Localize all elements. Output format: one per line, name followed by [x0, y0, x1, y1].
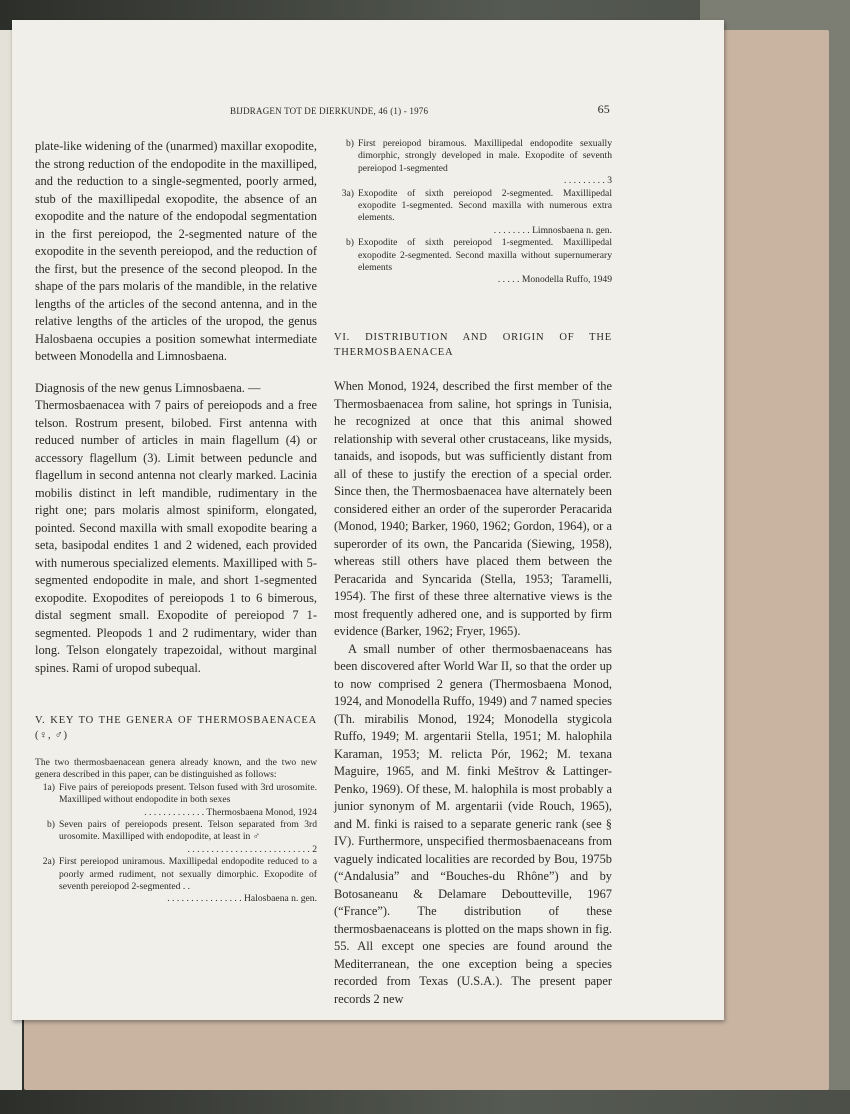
page-number: 65 [597, 102, 610, 116]
key-list [35, 782, 317, 906]
key-item-text: Exopodite of sixth pereiopod 1-segmented. Maxillipedal exopodite 2-segmented. Second maxilla without supernumerary elements [358, 237, 612, 274]
body-paragraph: A small number of other thermosbaenaceans has been discovered after World War II, so that the order up to now comprised 2 genera (Thermosbaena Monod, 1924, and Monodella Ruffo, 1949) and 7 named species (Th. mirabilis Monod, 1924; Monodella stygicola Ruffo, 1949; M. argentarii Stella, 1951; M. halophila Karaman, 1953; M. relicta Pór, 1962; M. texana Maguire, 1965, and M. finki Meštrov & Lattinger-Penko, 1969). Of these, M. halophila is most probably a junior synonym of M. argentarii (vide Rouch, 1965), and M. finki is raised to a separate generic rank (see § IV). Furthermore, unspecified thermosbaenaceans from vaguely indicated localities are recorded by Bou, 1975b (“Andalusia” and “Bouches-du Rhône”) and by Botosaneanu & Delamare Deboutteville, 1967 (“France”). The distribution of these thermosbaenaceans is plotted on the maps shown in fig. 55. All except one species are found around the Mediterranean, the one exception being a species recorded from Texas (U.S.A.). The present paper records 2 new [334, 641, 612, 1006]
key-item-result: . . . . . . . . . 3 [564, 175, 612, 187]
key-heading: V. KEY TO THE GENERA OF THERMOSBAENACEA (♀, ♂) [35, 715, 317, 741]
key-item-text: First pereiopod biramous. Maxillipedal endopodite sexually dimorphic, strongly developed in male. Exopodite of seventh pereiopod 1-segmented [358, 138, 612, 174]
key-item-result: . . . . . . . . . . . . . . . . Halosbaena n. gen. [167, 893, 317, 905]
key-item-label: 3a) [341, 187, 354, 199]
key-item [334, 237, 612, 287]
key-item-label: 1a) [42, 781, 55, 793]
key-item-label: 2a) [42, 856, 55, 868]
key-item-result: . . . . . . . . . . . . . Thermosbaena Monod, 1924 [144, 806, 317, 818]
left-column [35, 138, 317, 906]
key-intro: The two thermosbaenacean genera already known, and the two new genera described in this paper, can be distinguished as follows: [35, 757, 317, 781]
key-item-label: b) [346, 237, 354, 249]
intro-paragraph: plate-like widening of the (unarmed) maxillar exopodite, the strong reduction of the endopodite in the maxilliped, and the reduction to a single-segmented, poorly armed, stub of the maxillipedal exopodite, the absence of an exopodite and the nature of the endopodal segmentation in the first pereiopod, the 2-segmented nature of the exopodite in the seventh pereiopod, and the reduction of the first, but the presence of the second pleopod. In the shape of the pars molaris of the mandible, in the relative lengths of the articles of the second antenna, and in the relative lengths of the articles of the uropod, the genus Halosbaena occupies a position somewhat intermediate between Monodella and Limnosbaena. [35, 139, 317, 363]
key-item-result: . . . . . . . . . . . . . . . . . . . . . . . . . . 2 [187, 843, 317, 855]
key-item [334, 138, 612, 188]
key-item-result: . . . . . . . . Limnosbaena n. gen. [493, 224, 612, 236]
diagnosis-text: Thermosbaenacea with 7 pairs of pereiopods and a free telson. Rostrum present, bilobed. First antenna with reduced number of articles in main flagellum (4) or accessory flagellum (3). Limit between peduncle and flagellum in second antenna not clearly marked. Lacinia mobilis distinct in left mandible, rudimentary in the right one; pars molaris almost spiniform, elongated, pointed. Second maxilla with small exopodite bearing a seta, basipodal endites 1 and 2 widened, each provided with numerous specialized elements. Maxilliped with 5-segmented endopodite in male, and short 1-segmented exopodite. Exopodites of pereiopods 1 to 6 bimerous, distal segment small. Exopodite of pereiopod 7 1-segmented. Pleopods 1 and 2 rudimentary, wider than long. Telson elongately trapezoidal, without marginal spines. Rami of uropod subequal. [35, 398, 317, 675]
key-item-label: b) [346, 138, 354, 149]
key-item [334, 188, 612, 238]
key-item-text: Seven pairs of pereiopods present. Telson separated from 3rd urosomite. Maxilliped with endopodite, at least in ♂ [59, 819, 317, 843]
section-heading: VI. DISTRIBUTION AND ORIGIN OF THE THERMOSBAENACEA [334, 332, 612, 358]
key-item [35, 782, 317, 819]
key-item [35, 856, 317, 906]
right-column [334, 330, 612, 1008]
key-item-result: . . . . . Monodella Ruffo, 1949 [497, 274, 612, 286]
key-item-text: First pereiopod uniramous. Maxillipedal endopodite reduced to a poorly armed rudiment, not sexually dimorphic. Exopodite of seventh pereiopod 2-segmented . . [59, 856, 317, 893]
journal-title: BIJDRAGEN TOT DE DIERKUNDE, 46 (1) - 1976 [230, 106, 429, 116]
key-item [35, 819, 317, 856]
key-item-text: Exopodite of sixth pereiopod 2-segmented. Maxillipedal exopodite 1-segmented. Second maxilla with numerous extra elements. [358, 187, 612, 224]
key-continued [334, 138, 612, 287]
key-item-text: Five pairs of pereiopods present. Telson fused with 3rd urosomite. Maxilliped without endopodite in both sexes [59, 781, 317, 806]
body-paragraph: When Monod, 1924, described the first member of the Thermosbaenacea from saline, hot springs in Tunisia, he recognized at once that this animal showed relationship with several other crustaceans, like mysids, tanaids, and isopods, but was sufficiently distant from all of these to justify the erection of a special order. Since then, the Thermosbaenacea have alternately been considered either an order of the superorder Peracarida (Monod, 1940; Barker, 1960, 1962; Gordon, 1964), or a superorder of its own, the Pancarida (Siewing, 1958), whereas still others have placed them between the Peracarida and Syncarida (Stella, 1953; Taramelli, 1954). The first of these three alternative views is the most frequently adhered one, and is supported by firm evidence (Barker, 1962; Fryer, 1965). [334, 379, 612, 638]
key-item-label: b) [47, 819, 55, 831]
diagnosis-heading: Diagnosis of the new genus Limnosbaena. — [35, 380, 261, 395]
